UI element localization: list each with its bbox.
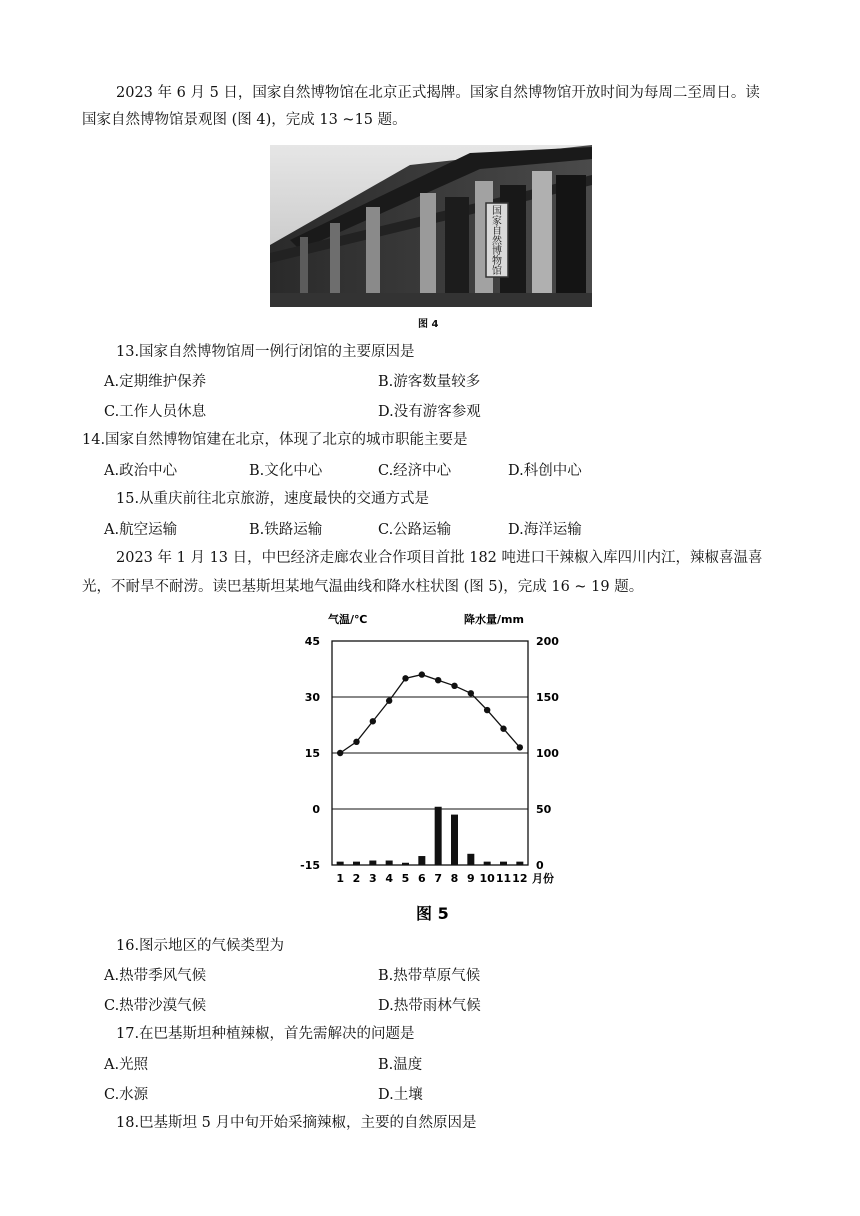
temperature-point <box>419 671 425 677</box>
question-17-option-c: C.水源 <box>104 1087 149 1103</box>
precipitation-bar <box>435 807 442 865</box>
temperature-point <box>484 707 490 713</box>
chart-right-tick-label: 50 <box>536 803 552 816</box>
intro-paragraph-1-line-2: 国家自然博物馆景观图 (图 4)，完成 13 ~15 题。 <box>82 112 407 128</box>
question-16-stem: 16.图示地区的气候类型为 <box>116 938 285 954</box>
chart-left-tick-label: -15 <box>300 859 320 872</box>
question-14-option-b: B.文化中心 <box>249 463 323 479</box>
question-15-stem: 15.从重庆前往北京旅游，速度最快的交通方式是 <box>116 491 430 507</box>
question-13-option-a: A.定期维护保养 <box>104 374 207 390</box>
intro-paragraph-2-line-2: 光，不耐旱不耐涝。读巴基斯坦某地气温曲线和降水柱状图 (图 5)，完成 16 ~ 19 题。 <box>82 579 644 595</box>
precipitation-bar <box>451 815 458 865</box>
climate-chart <box>290 606 570 926</box>
chart-x-axis-label: 月份 <box>532 872 554 885</box>
chart-left-axis-label: 气温/℃ <box>328 613 368 626</box>
temperature-point <box>517 744 523 750</box>
chart-right-axis-label: 降水量/mm <box>464 613 524 626</box>
question-17-option-a: A.光照 <box>104 1057 149 1073</box>
temperature-line <box>340 675 520 753</box>
precipitation-bar <box>337 862 344 865</box>
question-14-option-d: D.科创中心 <box>508 463 582 479</box>
question-13-option-c: C.工作人员休息 <box>104 404 207 420</box>
question-16-option-c: C.热带沙漠气候 <box>104 998 207 1014</box>
precipitation-bar <box>369 861 376 865</box>
precipitation-bar <box>402 863 409 865</box>
question-13-option-d: D.没有游客参观 <box>378 404 481 420</box>
chart-x-tick-label: 11 <box>495 872 512 885</box>
question-16-option-d: D.热带雨林气候 <box>378 998 481 1014</box>
chart-x-tick-label: 7 <box>434 872 442 885</box>
chart-x-tick-label: 6 <box>418 872 426 885</box>
question-14-option-c: C.经济中心 <box>378 463 452 479</box>
temperature-point <box>402 675 408 681</box>
chart-x-tick-label: 2 <box>352 872 361 885</box>
question-16-option-a: A.热带季风气候 <box>104 968 207 984</box>
figure-5-caption: 图 5 <box>416 904 449 923</box>
question-14-stem: 14.国家自然博物馆建在北京，体现了北京的城市职能主要是 <box>82 432 468 448</box>
precipitation-bar <box>467 854 474 865</box>
precipitation-bar <box>386 861 393 865</box>
temperature-point <box>337 750 343 756</box>
question-14-option-a: A.政治中心 <box>104 463 178 479</box>
question-17-option-d: D.土壤 <box>378 1087 423 1103</box>
chart-left-tick-label: 30 <box>304 691 320 704</box>
question-18-stem: 18.巴基斯坦 5 月中旬开始采摘辣椒，主要的自然原因是 <box>116 1115 477 1131</box>
precipitation-bar <box>516 862 523 865</box>
temperature-point <box>451 683 457 689</box>
chart-x-tick-label: 8 <box>450 872 459 885</box>
intro-paragraph-2-line-1: 2023 年 1 月 13 日，中巴经济走廊农业合作项目首批 182 吨进口干辣椒入库四川内江，辣椒喜温喜 <box>116 550 763 566</box>
question-15-option-a: A.航空运输 <box>104 522 178 538</box>
precipitation-bar <box>353 862 360 865</box>
chart-right-tick-label: 100 <box>536 747 559 760</box>
temperature-point <box>386 698 392 704</box>
chart-right-tick-label: 150 <box>536 691 559 704</box>
chart-x-tick-label: 1 <box>336 872 344 885</box>
chart-left-tick-label: 0 <box>312 803 320 816</box>
chart-x-tick-label: 3 <box>369 872 377 885</box>
question-13-stem: 13.国家自然博物馆周一例行闭馆的主要原因是 <box>116 344 415 360</box>
question-13-option-b: B.游客数量较多 <box>378 374 481 390</box>
temperature-point <box>370 718 376 724</box>
question-17-option-b: B.温度 <box>378 1057 423 1073</box>
temperature-point <box>435 677 441 683</box>
precipitation-bar <box>500 862 507 865</box>
chart-x-tick-label: 5 <box>401 872 410 885</box>
question-15-option-c: C.公路运输 <box>378 522 452 538</box>
temperature-point <box>353 739 359 745</box>
temperature-point <box>500 726 506 732</box>
question-16-option-b: B.热带草原气候 <box>378 968 481 984</box>
museum-sign: 国家自然博物馆 <box>492 206 502 277</box>
chart-x-tick-label: 12 <box>512 872 528 885</box>
chart-left-tick-label: 45 <box>304 635 320 648</box>
question-15-option-d: D.海洋运输 <box>508 522 582 538</box>
chart-x-tick-label: 9 <box>467 872 475 885</box>
temperature-point <box>468 690 474 696</box>
question-15-option-b: B.铁路运输 <box>249 522 323 538</box>
chart-x-tick-label: 10 <box>479 872 495 885</box>
chart-x-tick-label: 4 <box>385 872 393 885</box>
intro-paragraph-1-line-1: 2023 年 6 月 5 日，国家自然博物馆在北京正式揭牌。国家自然博物馆开放时间为每周二至周日。读 <box>116 85 760 101</box>
precipitation-bar <box>484 862 491 865</box>
chart-right-tick-label: 200 <box>536 635 559 648</box>
museum-photo <box>270 145 592 307</box>
chart-right-tick-label: 0 <box>536 859 544 872</box>
precipitation-bar <box>418 856 425 865</box>
museum-building-illustration <box>270 145 592 307</box>
figure-4-caption: 图 4 <box>418 319 439 330</box>
question-17-stem: 17.在巴基斯坦种植辣椒，首先需解决的问题是 <box>116 1026 415 1042</box>
chart-left-tick-label: 15 <box>304 747 320 760</box>
